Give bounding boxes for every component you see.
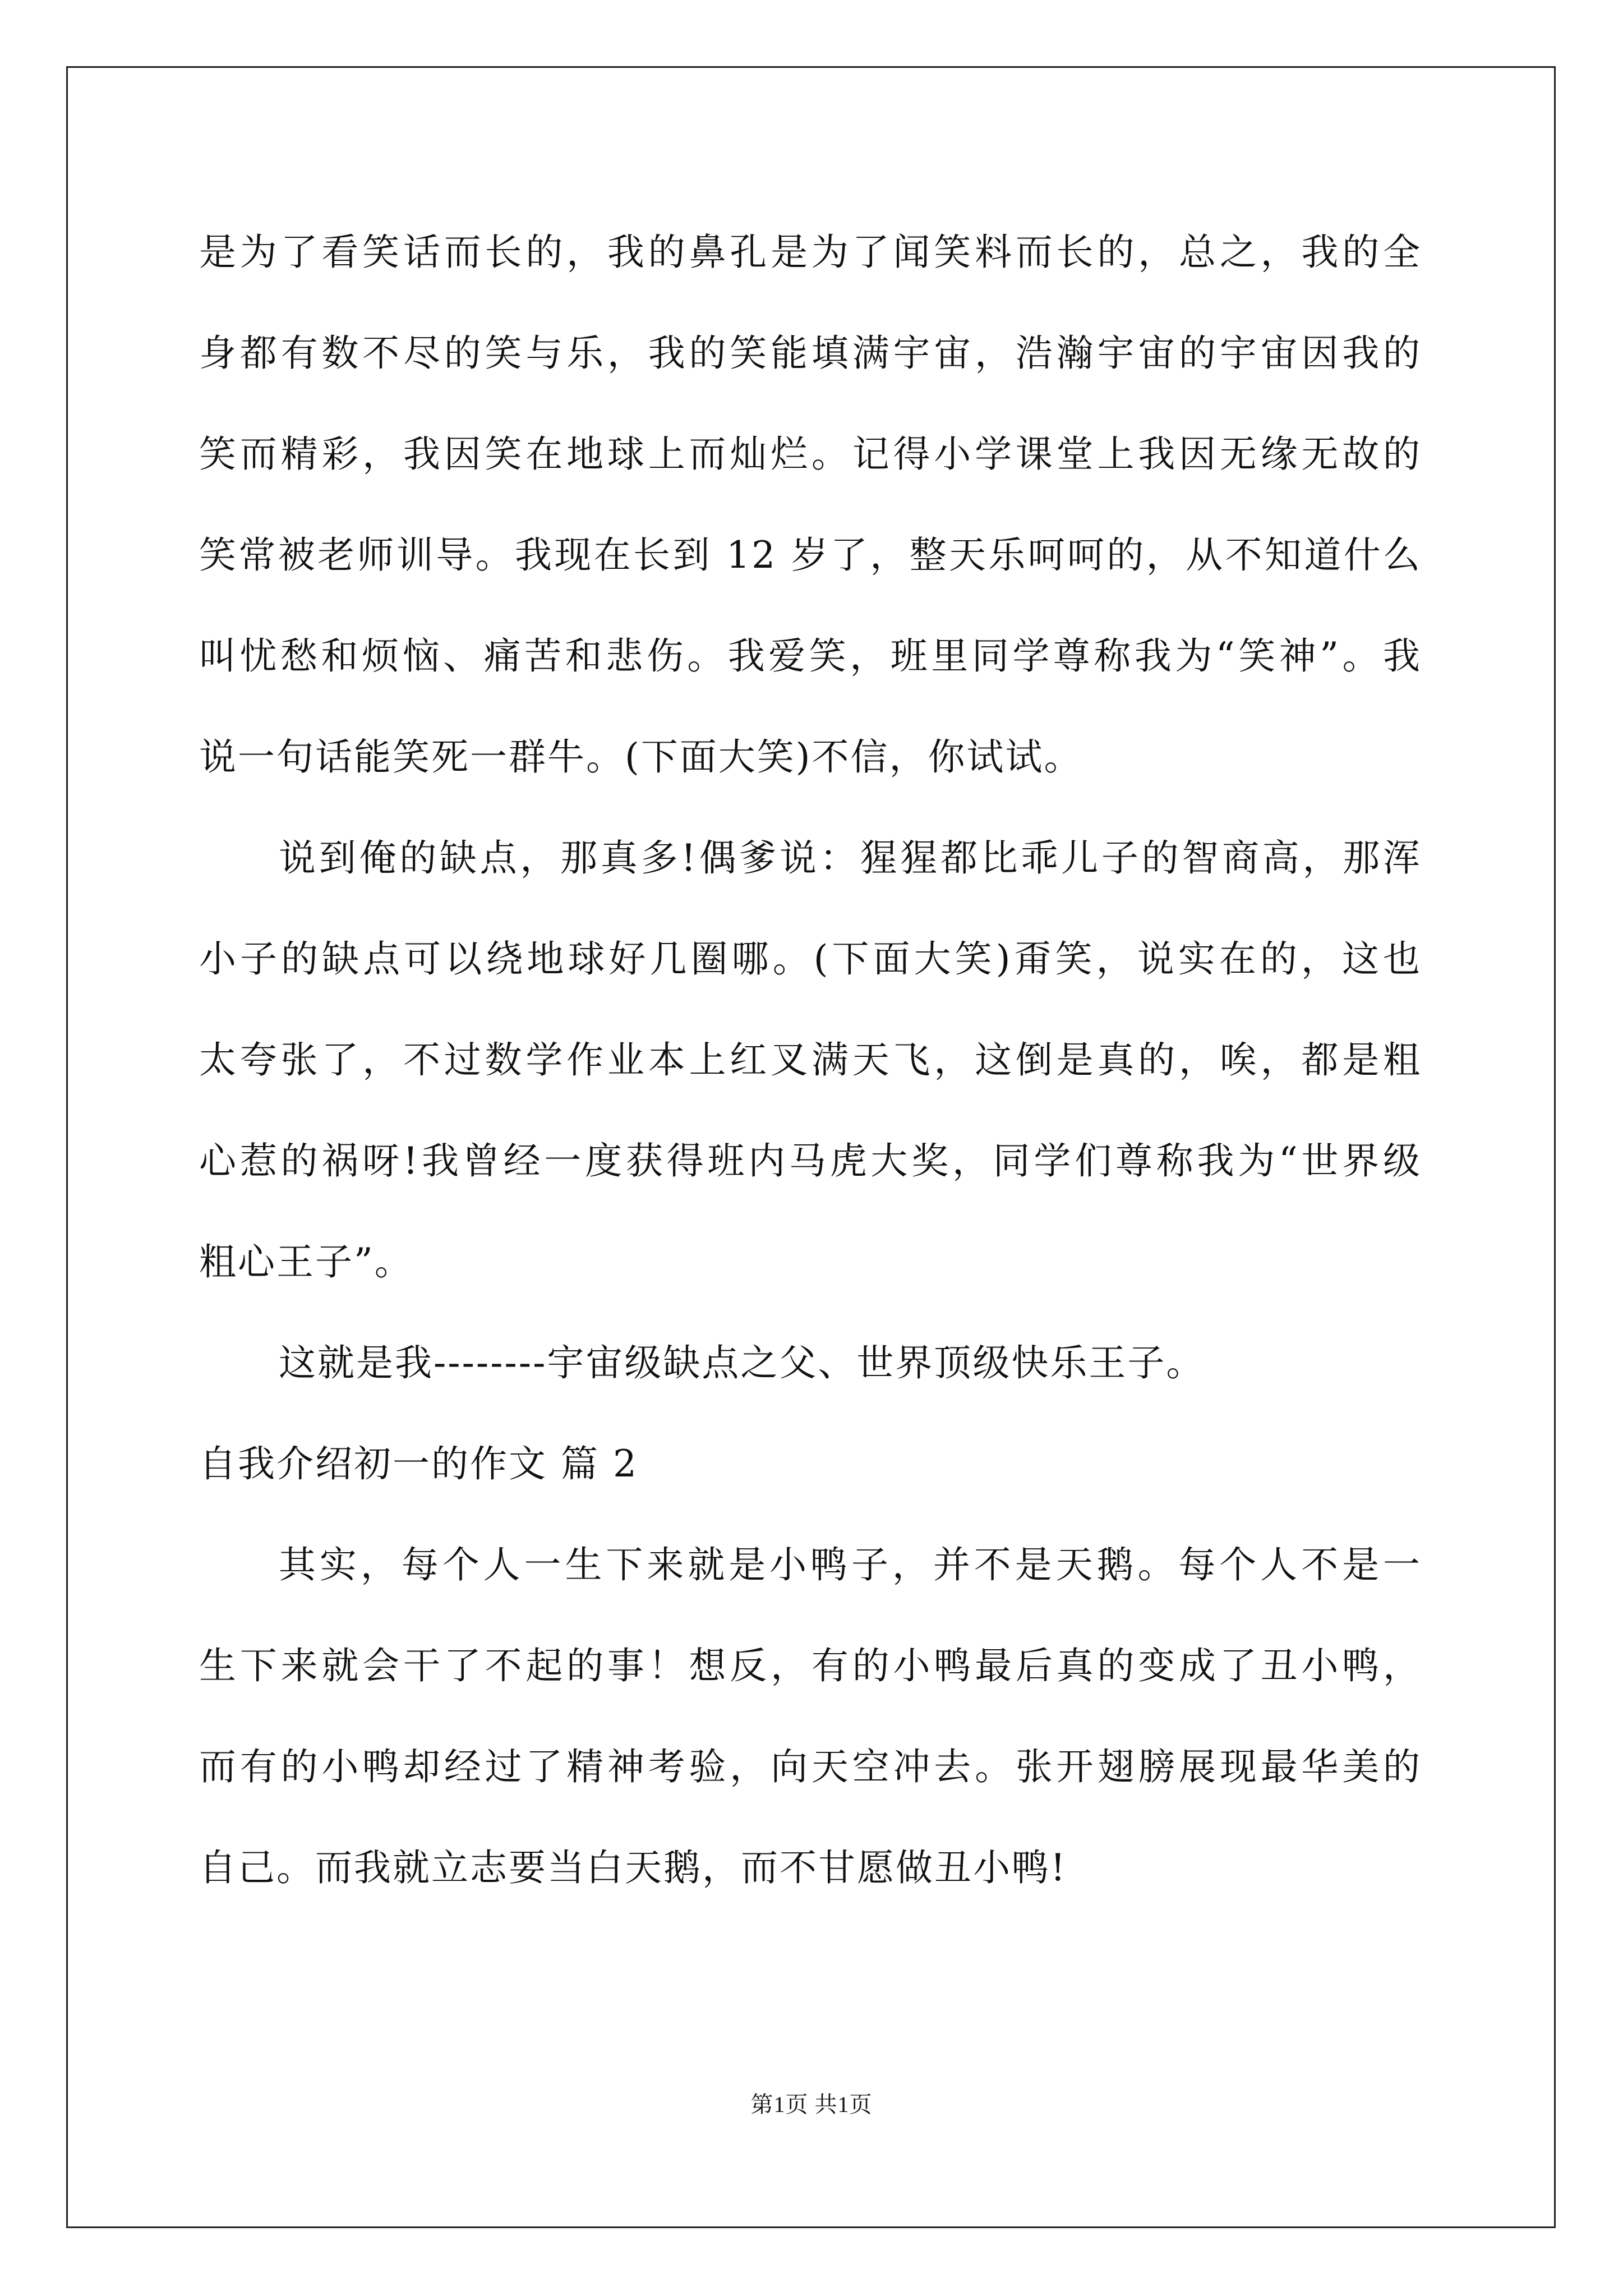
document-body	[199, 202, 1422, 1918]
text-line: 小子的缺点可以绕地球好几圈哪。(下面大笑)甭笑，说实在的，这也	[199, 937, 1422, 981]
page-number-footer: 第1页 共1页	[750, 2092, 873, 2117]
text-line: 太夸张了，不过数学作业本上红叉满天飞，这倒是真的，唉，都是粗	[199, 1038, 1422, 1082]
text-line: 自己。而我就立志要当白天鹅，而不甘愿做丑小鸭!	[199, 1846, 1067, 1889]
text-line: 说到俺的缺点，那真多!偶爹说：猩猩都比乖儿子的智商高，那浑	[279, 836, 1422, 880]
section-heading: 自我介绍初一的作文 篇 2	[199, 1442, 638, 1485]
text-line: 是为了看笑话而长的，我的鼻孔是为了闻笑料而长的，总之，我的全	[199, 231, 1422, 274]
text-line: 生下来就会干了不起的事！想反，有的小鸭最后真的变成了丑小鸭，	[199, 1644, 1422, 1687]
text-line: 身都有数不尽的笑与乐，我的笑能填满宇宙，浩瀚宇宙的宇宙因我的	[199, 332, 1422, 375]
text-line: 心惹的祸呀!我曾经一度获得班内马虎大奖，同学们尊称我为“世界级	[199, 1139, 1422, 1182]
text-line: 笑常被老师训导。我现在长到 12 岁了，整天乐呵呵的，从不知道什么	[199, 533, 1422, 577]
text-line: 叫忧愁和烦恼、痛苦和悲伤。我爱笑，班里同学尊称我为“笑神”。我	[199, 634, 1422, 678]
text-line: 粗心王子”。	[199, 1240, 413, 1283]
text-line: 而有的小鸭却经过了精神考验，向天空冲去。张开翅膀展现最华美的	[199, 1745, 1422, 1788]
text-line: 笑而精彩，我因笑在地球上而灿烂。记得小学课堂上我因无缘无故的	[199, 432, 1422, 476]
text-line: 其实，每个人一生下来就是小鸭子，并不是天鹅。每个人不是一	[279, 1543, 1422, 1586]
text-line: 这就是我--------宇宙级缺点之父、世界顶级快乐王子。	[279, 1341, 1205, 1384]
text-line: 说一句话能笑死一群牛。(下面大笑)不信，你试试。	[199, 735, 1083, 779]
